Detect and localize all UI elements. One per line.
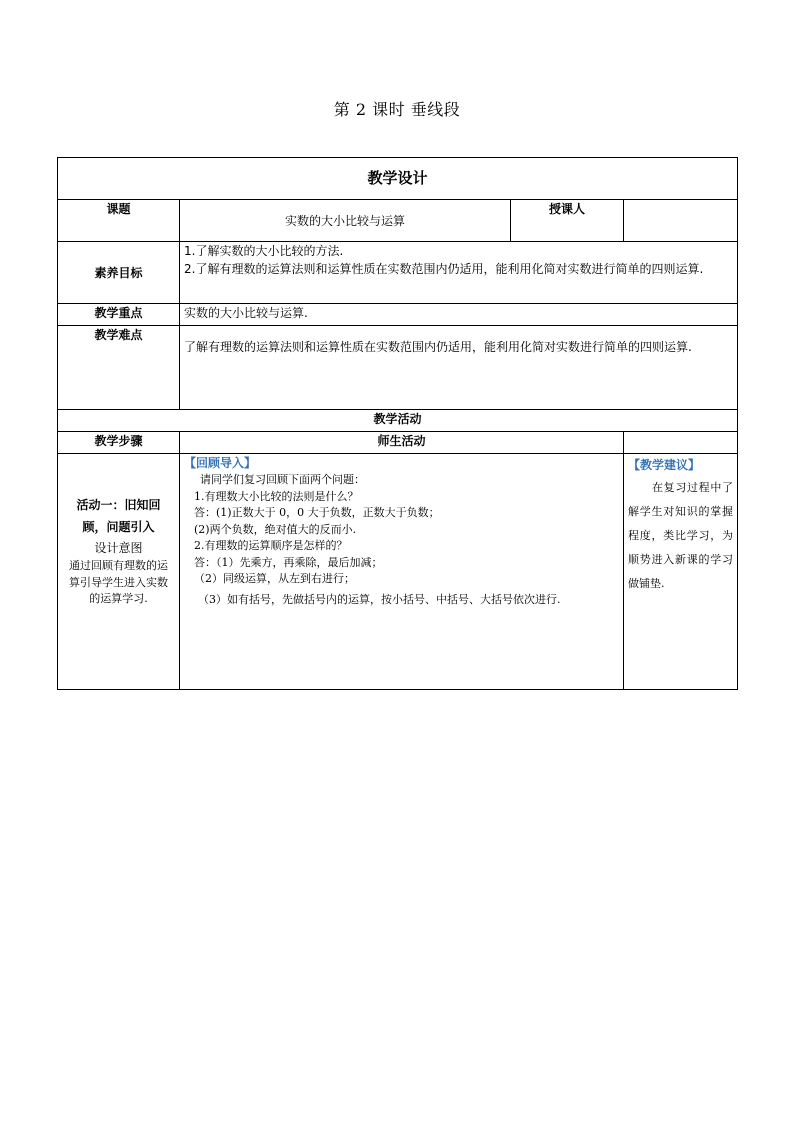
goal-item: 2.了解有理数的运算法则和运算性质在实数范围内仍适用，能利用化简对实数进行简单的四则运算.: [184, 262, 704, 276]
lesson-design-table: [57, 157, 738, 690]
teacher-label: 授课人: [511, 200, 624, 242]
content-line: 答：（1）先乘方，再乘除，最后加减；: [194, 555, 383, 569]
steps-label: 教学步骤: [58, 432, 180, 454]
suggestion-cell: [624, 454, 738, 690]
topic-label: 课题: [58, 200, 180, 242]
content-line: (2)两个负数，绝对值大的反而小.: [194, 522, 357, 536]
content-line: （3）如有括号，先做括号内的运算，按小括号、中括号、大括号依次进行.: [198, 592, 561, 606]
table-header: 教学设计: [58, 158, 738, 200]
content-line: （2）同级运算，从左到右进行；: [194, 572, 355, 585]
activities-header: 教学活动: [58, 410, 738, 432]
difficulty-label: 教学难点: [58, 326, 180, 410]
activity1-title: 活动一：旧知回顾，问题引入: [76, 498, 161, 534]
content-line: 1.有理数大小比较的法则是什么？: [194, 489, 359, 503]
content-line: 2.有理数的运算顺序是怎样的？: [194, 539, 348, 552]
goal-item: 1.了解实数的大小比较的方法.: [184, 244, 344, 258]
activity1-content-cell: [180, 454, 624, 690]
goals-label: 素养目标: [58, 242, 180, 304]
page-title: 第 2 课时 垂线段: [333, 100, 461, 119]
focus-value: 实数的大小比较与运算.: [180, 304, 738, 326]
focus-label: 教学重点: [58, 304, 180, 326]
design-intent-label: 设计意图: [94, 541, 143, 555]
goals-cell: [180, 242, 738, 304]
empty-cell: [624, 432, 738, 454]
design-intent-text: 通过回顾有理数的运算引导学生进入实数的运算学习.: [69, 559, 168, 605]
suggestion-text: 在复习过程中了解学生对知识的掌握程度，类比学习，为顺势进入新课的学习做铺垫.: [628, 481, 734, 590]
activity1-steps-cell: [58, 454, 180, 690]
teacher-value: [624, 200, 738, 242]
suggestion-title: 【教学建议】: [628, 458, 701, 472]
content-line: 答：(1)正数大于 0，0 大于负数，正数大于负数；: [194, 506, 440, 519]
teacher-student-label: 师生活动: [180, 432, 624, 454]
topic-value: 实数的大小比较与运算: [180, 200, 511, 242]
content-line: 请同学们复习回顾下面两个问题：: [200, 473, 365, 486]
difficulty-value: 了解有理数的运算法则和运算性质在实数范围内仍适用，能利用化简对实数进行简单的四则运算.: [180, 326, 738, 410]
section-title: 【回顾导入】: [184, 456, 257, 470]
